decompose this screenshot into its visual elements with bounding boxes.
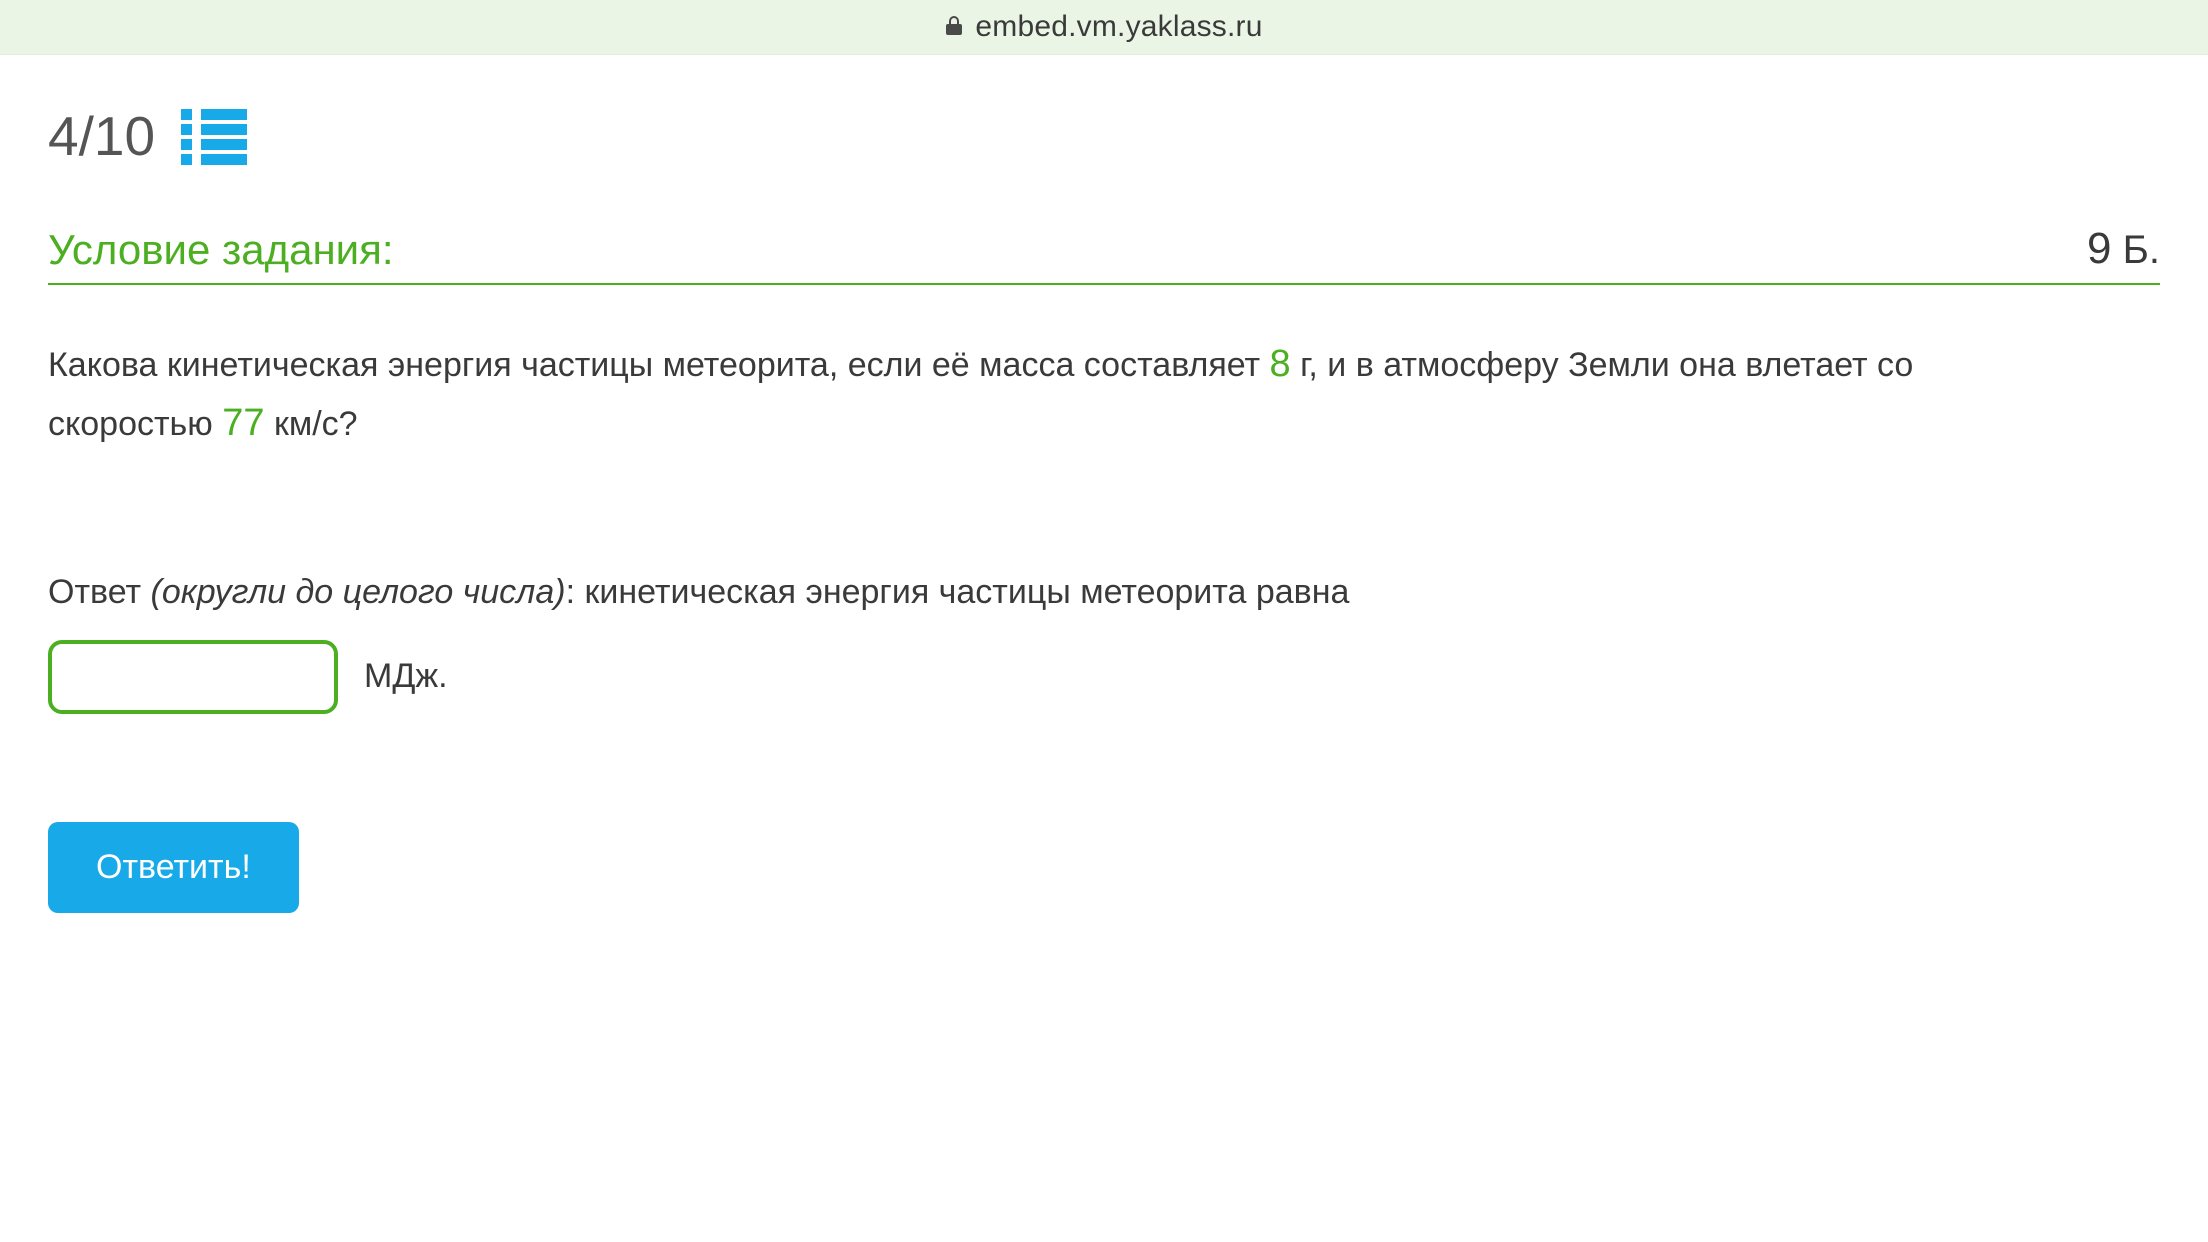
question-speed-value: 77 — [222, 401, 265, 444]
question-part3: км/с? — [264, 404, 358, 443]
question-text — [48, 335, 1948, 453]
answer-suffix: : кинетическая энергия частицы метеорита равна — [565, 572, 1350, 611]
question-part2: г, и в атмосферу Земли она влетает со скоростью — [48, 346, 1914, 443]
task-page — [0, 104, 2208, 913]
section-title: Условие задания: — [48, 226, 394, 273]
task-counter: 4/10 — [48, 104, 156, 167]
answer-input-row — [48, 640, 2160, 714]
list-icon[interactable] — [181, 107, 247, 165]
answer-hint: (округли до целого числа) — [150, 572, 566, 611]
points-badge — [2087, 224, 2160, 273]
points-value: 9 — [2087, 224, 2112, 273]
points-unit: Б. — [2122, 228, 2160, 272]
question-part1: Какова кинетическая энергия частицы метеорита, если её масса составляет — [48, 346, 1270, 384]
section-header — [48, 224, 2160, 285]
answer-prompt — [48, 573, 2160, 612]
url-text[interactable]: embed.vm.yaklass.ru — [975, 10, 1263, 43]
answer-input[interactable] — [48, 640, 338, 714]
lock-icon — [945, 16, 963, 38]
submit-answer-button[interactable]: Ответить! — [48, 822, 299, 913]
browser-url-bar — [0, 0, 2208, 55]
task-counter-row — [48, 104, 2160, 167]
answer-unit: МДж. — [364, 657, 448, 696]
question-mass-value: 8 — [1269, 343, 1291, 385]
answer-prefix: Ответ — [48, 572, 151, 611]
